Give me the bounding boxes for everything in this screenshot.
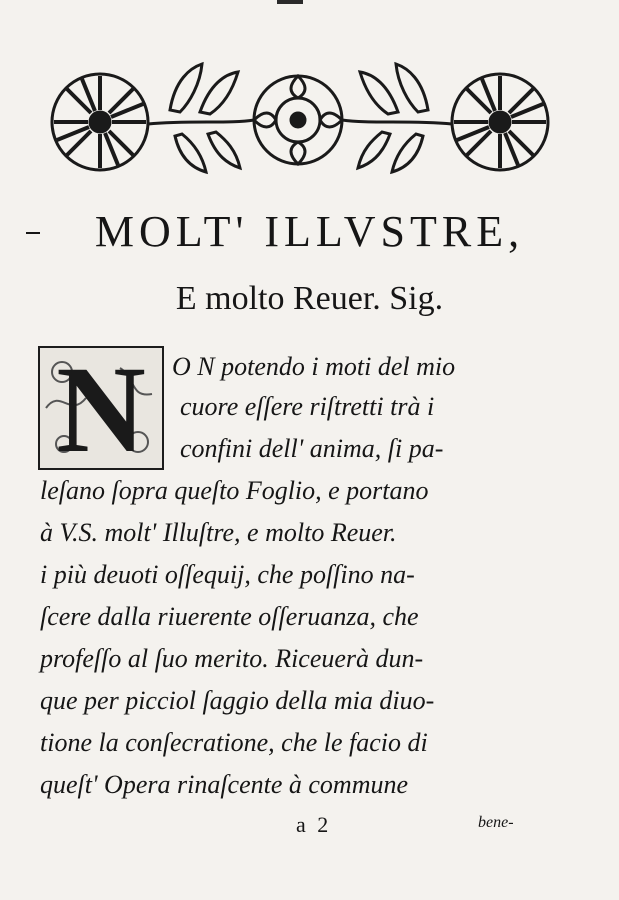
- floral-headpiece-icon: [40, 50, 580, 190]
- body-line: cuore eſſere riſtretti trà i: [180, 392, 435, 421]
- body-line: que per picciol ſaggio della mia diuo-: [40, 686, 435, 715]
- body-line: O N potendo i moti del mio: [172, 352, 456, 381]
- body-line: queſt' Opera rinaſcente à commune: [40, 770, 409, 799]
- body-line: à V.S. molt' Illuſtre, e molto Reuer.: [40, 518, 397, 547]
- page-subtitle: E molto Reuer. Sig.: [175, 280, 444, 317]
- body-line: i più deuoti oſſequij, che poſſino na-: [40, 560, 415, 589]
- body-line: ſcere dalla riuerente oſſeruanza, che: [40, 602, 419, 631]
- signature-mark: a 2: [296, 812, 332, 837]
- body-line: profeſſo al ſuo merito. Riceuerà dun-: [40, 644, 424, 673]
- drop-cap-letter: N: [56, 346, 146, 470]
- body-line: leſano ſopra queſto Foglio, e portano: [40, 476, 429, 505]
- top-edge-mark: [277, 0, 303, 4]
- drop-cap: [38, 346, 164, 470]
- page-title: MOLT' ILLVSTRE,: [94, 207, 525, 256]
- body-line: tione la conſecratione, che le facio di: [40, 728, 428, 757]
- body-line: confini dell' anima, ſi pa-: [180, 434, 444, 463]
- catchword: bene-: [478, 814, 514, 831]
